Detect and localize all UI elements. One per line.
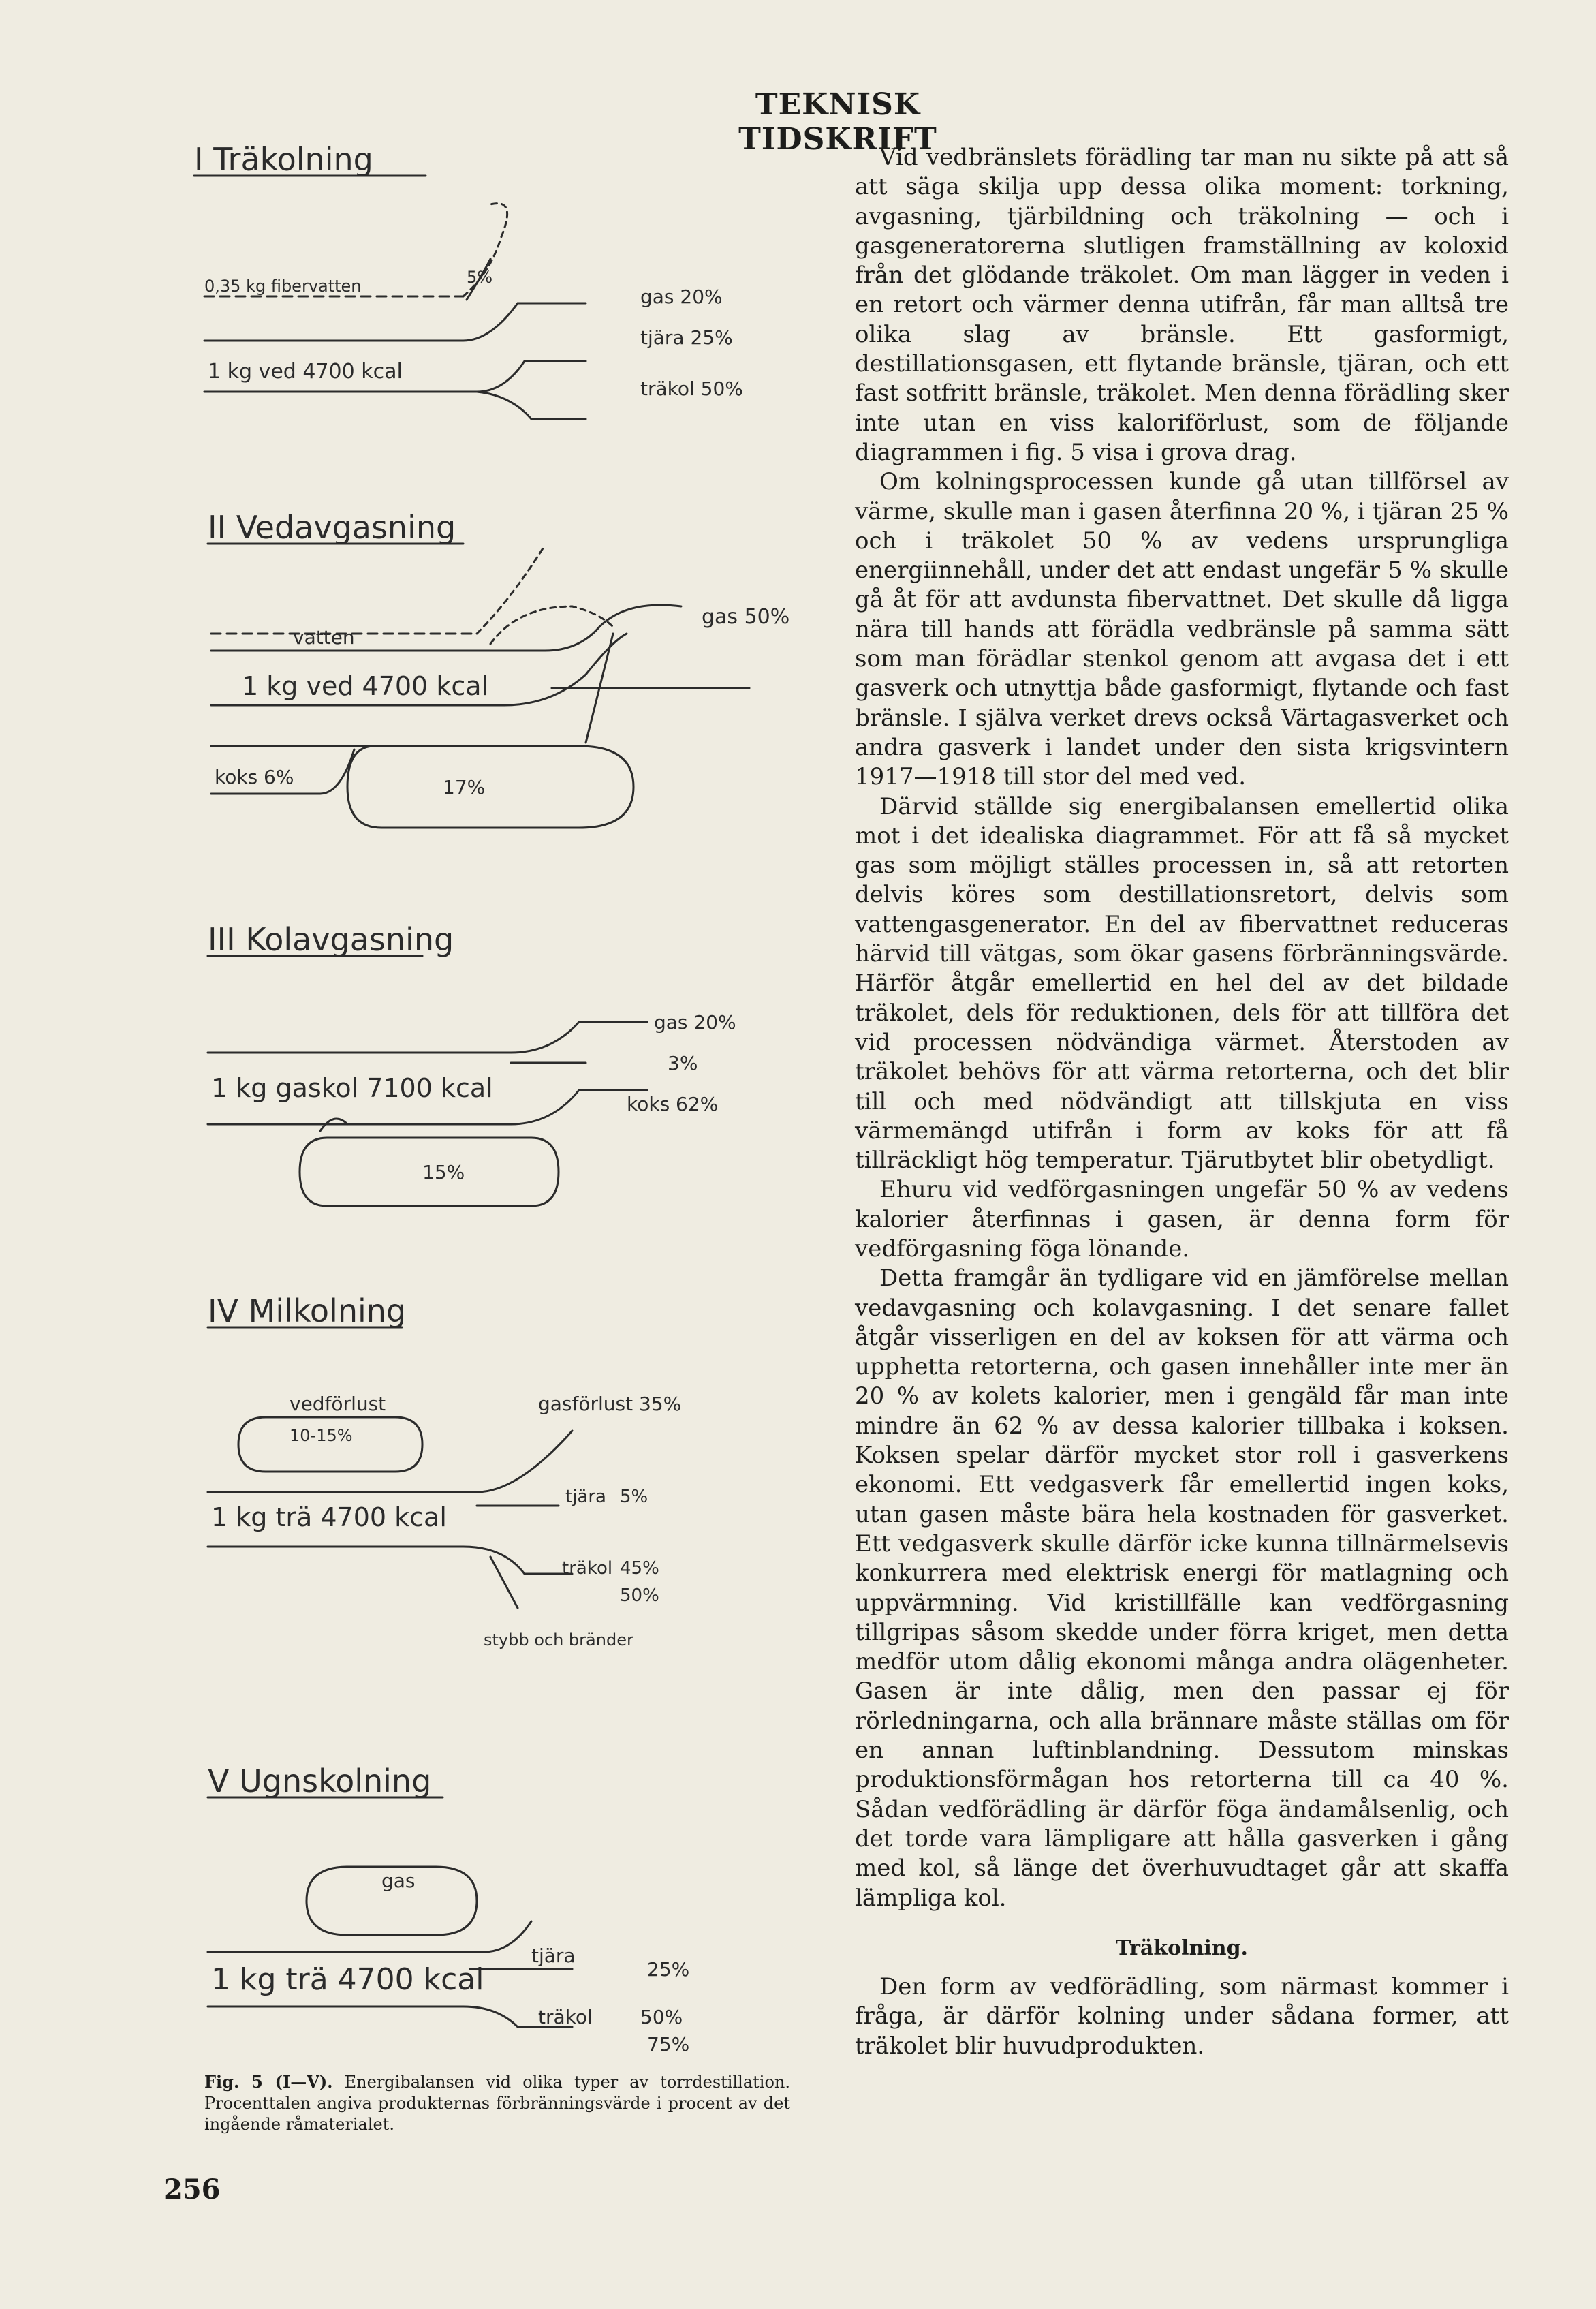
panel-2-loop-pct: 17% [443,776,486,799]
panel-3-title: III Kolavgasning [208,921,454,958]
panel-ugnskolning [208,1763,689,2056]
panel-5-total-pct: 75% [647,2033,690,2056]
panel-5-tar-label: tjära [531,1944,576,1967]
panel-milkolning [208,1292,681,1649]
panel-5-gas-label: gas [381,1870,416,1892]
panel-4-tar-label: tjära [565,1487,606,1507]
panel-1-input-label: 1 kg ved 4700 kcal [208,360,403,384]
panel-4-tar-pct: 5% [620,1487,648,1507]
figure-caption [204,2071,790,2135]
figure-caption-text: Energibalansen vid olika typer av torrdestillation. Procenttalen angiva produkternas förbränningsvärde i procent av det ingående råmaterialet. [204,2073,790,2134]
panel-1-gas-label: gas 20% [640,285,723,308]
panel-1-water-label: 0,35 kg fibervatten [204,277,362,296]
panel-1-charcoal-branch [477,392,586,419]
article-paragraph: Den form av vedförädling, som närmast kommer i fråga, är därför kolning under sådana former, att träkolet blir huvudprodukten. [855,1973,1509,2060]
article-paragraph: Ehuru vid vedförgasningen ungefär 50 % av vedens kalorier återfinnas i gasen, är denna form för vedförgasning föga lönande. [855,1176,1509,1262]
article-paragraph: Vid vedbränslets förädling tar man nu sikte på att så att säga skilja upp dessa olika moment: torkning, avgasning, tjärbildning och träkolning — och i gasgeneratorerna slutligen framställning av koloxid från det glödande träkolet. Om man lägger in veden i en retort och värmer denna utifrån, får man alltså tre olika slag av bränsle. Ett gasformigt, destillationsgasen, ett flytande bränsle, tjäran, och ett fast sotfritt bränsle, träkolet. Men denna förädling sker inte utan en viss kaloriförlust, som de följande diagrammen i fig. 5 visa i grova drag. [855,144,1509,466]
panel-4-gas-branch [208,1431,572,1492]
article-paragraph: Detta framgår än tydligare vid en jämförelse mellan vedavgasning och kolavgasning. I det senare fallet åtgår visserligen en del av koksen för att värma och upphetta retorterna, och gasen innehåller inte mer än 20 % av kolets kalorier, men i gengäld får man inte mindre än 62 % av dessa kalorier tillbaka i koksen. Koksen spelar därför mycket stor roll i gasverkens ekonomi. Ett vedgasverk får emellertid ingen koks, utan gasen måste bära hela kostnaden för gasverket. Ett vedgasverk skulle därför icke kunna tillnärmelsevis konkurrera med elektrisk energi för matlagning och uppvärmning. Vid kristillfälle kan vedförgasning tillgripas såsom skedde under förra kriget, men detta medför utom dålig ekonomi många andra olägenheter. Gasen är inte dålig, men den passar ej för rörledningarna, och alla brännare måste ställas om för en annan luftinblandning. Dessutom minskas produktionsförmågan hos retorterna till ca 40 %. Sådan vedförädling är därför föga ändamålsenlig, och det torde vara lämpligare att hålla gasverken i gång med kol, så länge det överhuvudtaget går att skaffa lämpliga kol. [855,1265,1509,1912]
article-paragraph: Om kolningsprocessen kunde gå utan tillförsel av värme, skulle man i gasen återfinna 20 %, i tjäran 25 % och i träkolet 50 % av vedens ursprungliga energiinnehåll, under det att endast ungefär 5 % skulle gå åt för att avdunsta fibervattnet. Det skulle då ligga nära till hands att förädla vedbränsle på samma sätt som man förädlar stenkol genom att avgasa det i ett gasverk och utnyttja både gasformigt, flytande och fast bränsle. I själva verket drevs också Värtagasverket och andra gasverk i landet under den sista krigsvintern 1917—1918 till stor del med ved. [855,468,1509,791]
panel-4-gasloss-label: gasförlust 35% [538,1393,682,1415]
panel-2-coke-label: koks 6% [215,766,294,788]
panel-3-loop-pct: 15% [422,1161,465,1183]
panel-5-tar-pct: 25% [647,1958,690,1981]
panel-3-tar-label: 3% [668,1052,698,1074]
figure-caption-label: Fig. 5 (I—V). [204,2072,333,2092]
panel-4-loss-label: vedförlust [290,1393,386,1415]
panel-trakolning [194,141,743,419]
panel-3-gas-branch [208,1022,647,1053]
panel-5-charcoal-branch [208,2006,572,2027]
panel-4-loss-pct: 10-15% [290,1426,353,1445]
panel-4-input-label: 1 kg trä 4700 kcal [211,1502,447,1532]
panel-5-title: V Ugnskolning [208,1763,432,1799]
article-paragraph: Därvid ställde sig energibalansen emellertid olika mot i det idealiska diagrammet. För att få så mycket gas som möjligt ställes processen in, så att retorten delvis köres som destillationsretort, delvis som vattengasgenerator. En del av fibervattnet reduceras härvid till vätgas, som ökar gasens förbränningsvärde. Härför åtgår emellertid en hel del av det bildade träkolet, dels för reduktionen, dels för att tillföra det vid processen nödvändiga värmet. Återstoden av träkolet behövs för att värma retorterna, och det blir till och med nödvändigt att tillskjuta en viss värmemängd utifrån i form av koks för att få tillräckligt hög temperatur. Tjärutbytet blir obetydligt. [855,792,1509,1175]
panel-2-input-label: 1 kg ved 4700 kcal [242,671,489,701]
panel-1-tar-label: tjära 25% [640,326,733,349]
panel-4-charcoal-total: 50% [620,1585,659,1606]
panel-2-water-curve [477,545,545,634]
panel-5-charcoal-label: träkol [538,2006,593,2028]
panel-5-gas-return [208,1921,531,1952]
panel-3-gas-label: gas 20% [654,1011,736,1034]
panel-1-loss-pct: 5% [467,268,493,287]
panel-3-coke-label: koks 62% [627,1093,719,1115]
energy-balance-figure [191,136,838,2056]
panel-1-title: I Träkolning [194,141,373,178]
panel-2-recycle-loop [347,746,633,828]
article-column [855,143,1509,2061]
panel-kolavgasning [208,921,736,1206]
panel-5-charcoal-pct: 50% [640,2006,683,2028]
panel-4-charcoal-branch [208,1547,572,1574]
panel-4-stubs-label: stybb och bränder [484,1630,633,1649]
panel-2-gas-label: gas 50% [702,605,790,629]
panel-2-title: II Vedavgasning [208,509,456,546]
panel-4-title: IV Milkolning [208,1292,407,1329]
panel-1-charcoal-label: träkol 50% [640,377,743,400]
panel-3-input-label: 1 kg gaskol 7100 kcal [211,1073,493,1103]
panel-4-stubs-arrow [490,1557,518,1608]
panel-2-recycle-curve [490,606,613,644]
page-number: 256 [163,2173,221,2205]
energy-balance-diagrams [191,136,838,2056]
panel-1-gas-branch [204,303,586,341]
panel-vedavgasning [208,509,789,828]
panel-4-charcoal-label: träkol [562,1558,613,1579]
panel-4-charcoal-pct: 45% [620,1558,659,1579]
section-heading: Träkolning. [1115,1936,1249,1960]
panel-2-water-label: vatten [293,626,355,649]
journal-header: TEKNISK TIDSKRIFT [738,87,937,157]
panel-5-input-label: 1 kg trä 4700 kcal [211,1962,484,1997]
